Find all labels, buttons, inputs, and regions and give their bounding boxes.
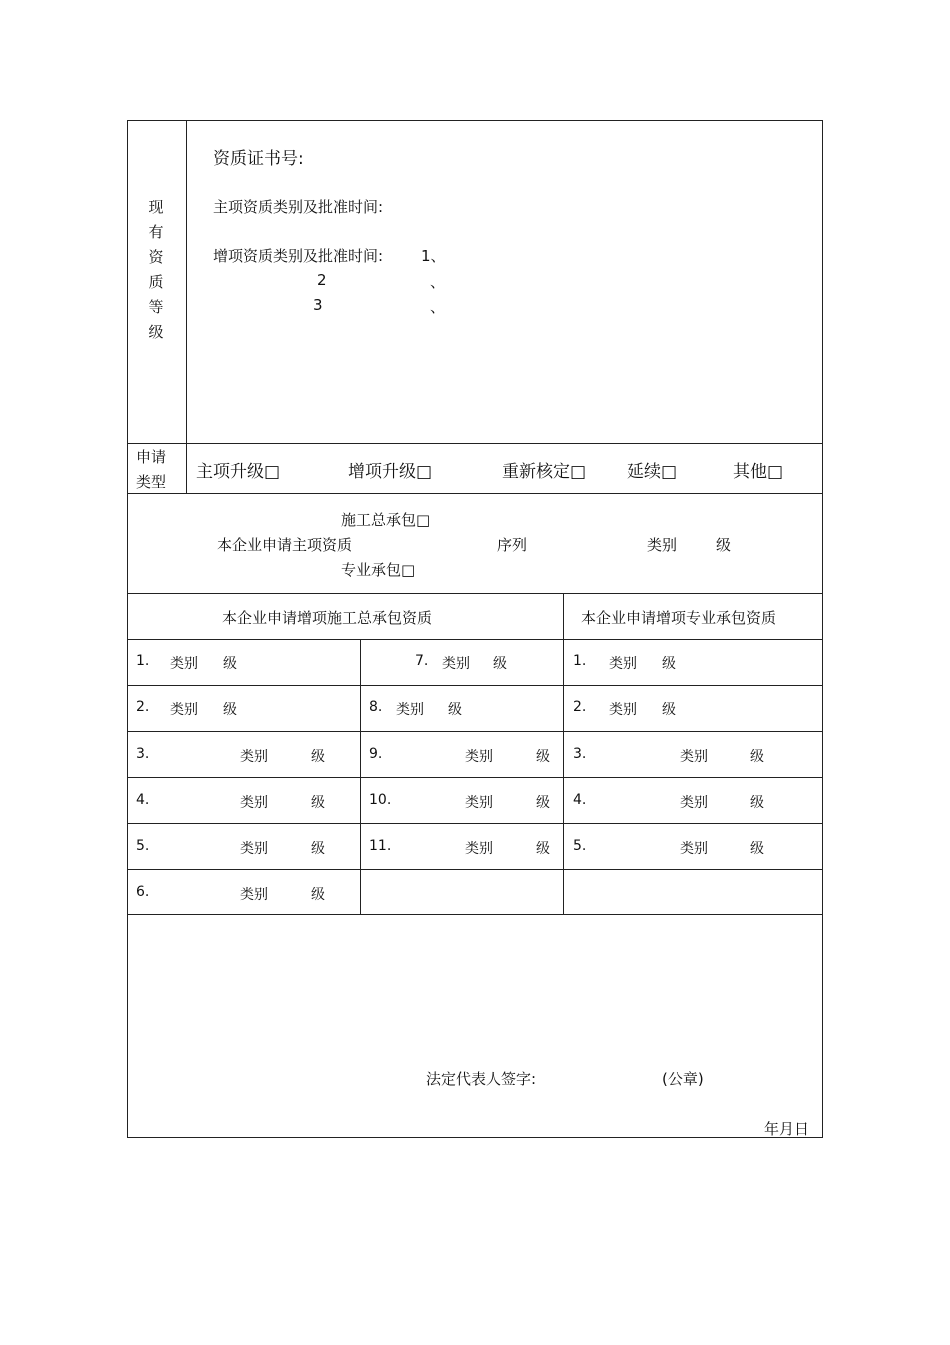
option-add-upgrade-checkbox[interactable]: 增项升级□ [348,462,433,482]
side-char: 有 [148,223,164,241]
series-label: 序列 [497,536,528,554]
option-other-checkbox[interactable]: 其他□ [733,462,784,482]
date-label: 年月日 [764,1120,810,1138]
row-number: 6. [136,884,150,900]
row-number: 4. [136,792,150,808]
grade-word: 级 [311,749,325,765]
category-word: 类别 [680,749,708,765]
grade-word: 级 [750,841,764,857]
category-word: 类别 [465,795,493,811]
grade-word: 级 [223,702,237,718]
add-item-number: 3 [313,296,323,314]
category-word: 类别 [680,841,708,857]
main-apply-label: 本企业申请主项资质 [217,536,353,554]
add-qualification-label: 增项资质类别及批准时间: [213,247,384,265]
option-extend-checkbox[interactable]: 延续□ [627,462,678,482]
category-word: 类别 [609,702,637,718]
row-number: 1. [136,653,150,669]
grade-word: 级 [536,749,550,765]
category-word: 类别 [609,656,637,672]
side-char: 级 [148,323,164,341]
side-char: 质 [148,273,164,291]
legal-rep-signature-label: 法定代表人签字: [426,1070,537,1088]
side-char: 资 [148,248,164,266]
specialty-add-header: 本企业申请增项专业承包资质 [581,609,777,627]
option-recheck-checkbox[interactable]: 重新核定□ [502,462,587,482]
seal-label: (公章) [662,1070,704,1088]
row-number: 2. [136,699,150,715]
grade-word: 级 [493,656,507,672]
grade-word: 级 [662,702,676,718]
row-number: 4. [573,792,587,808]
category-word: 类别 [240,841,268,857]
grade-word: 级 [536,841,550,857]
apply-type-label: 申请 [136,448,167,466]
row-number: 5. [573,838,587,854]
category-word: 类别 [465,749,493,765]
general-contract-checkbox[interactable]: 施工总承包□ [341,511,431,529]
grade-word: 级 [536,795,550,811]
cert-number-label: 资质证书号: [213,149,304,169]
option-main-upgrade-checkbox[interactable]: 主项升级□ [196,462,281,482]
grade-word: 级 [311,795,325,811]
row-number: 3. [136,746,150,762]
add-item-number: 2 [317,271,327,289]
category-word: 类别 [680,795,708,811]
add-item-number: 1、 [421,247,446,265]
grade-word: 级 [311,841,325,857]
category-word: 类别 [170,702,198,718]
side-char: 现 [148,198,164,216]
category-word: 类别 [396,702,424,718]
add-item-separator: 、 [430,273,446,291]
row-number: 11. [369,838,392,854]
category-word: 类别 [240,749,268,765]
grade-word: 级 [750,795,764,811]
category-word: 类别 [240,887,268,903]
apply-type-label: 类型 [136,473,167,491]
category-word: 类别 [240,795,268,811]
main-qualification-label: 主项资质类别及批准时间: [213,198,384,216]
row-number: 5. [136,838,150,854]
row-number: 10. [369,792,392,808]
side-char: 等 [148,298,164,316]
grade-label: 级 [716,536,732,554]
category-word: 类别 [465,841,493,857]
grade-word: 级 [448,702,462,718]
row-number: 2. [573,699,587,715]
category-word: 类别 [442,656,470,672]
grade-word: 级 [223,656,237,672]
row-number: 3. [573,746,587,762]
add-item-separator: 、 [430,298,446,316]
category-word: 类别 [170,656,198,672]
grade-word: 级 [750,749,764,765]
row-number: 8. [369,699,383,715]
grade-word: 级 [311,887,325,903]
grade-word: 级 [662,656,676,672]
row-number: 7. [415,653,429,669]
row-number: 9. [369,746,383,762]
general-add-header: 本企业申请增项施工总承包资质 [222,609,433,627]
specialty-contract-checkbox[interactable]: 专业承包□ [341,561,416,579]
row-number: 1. [573,653,587,669]
category-label: 类别 [647,536,678,554]
